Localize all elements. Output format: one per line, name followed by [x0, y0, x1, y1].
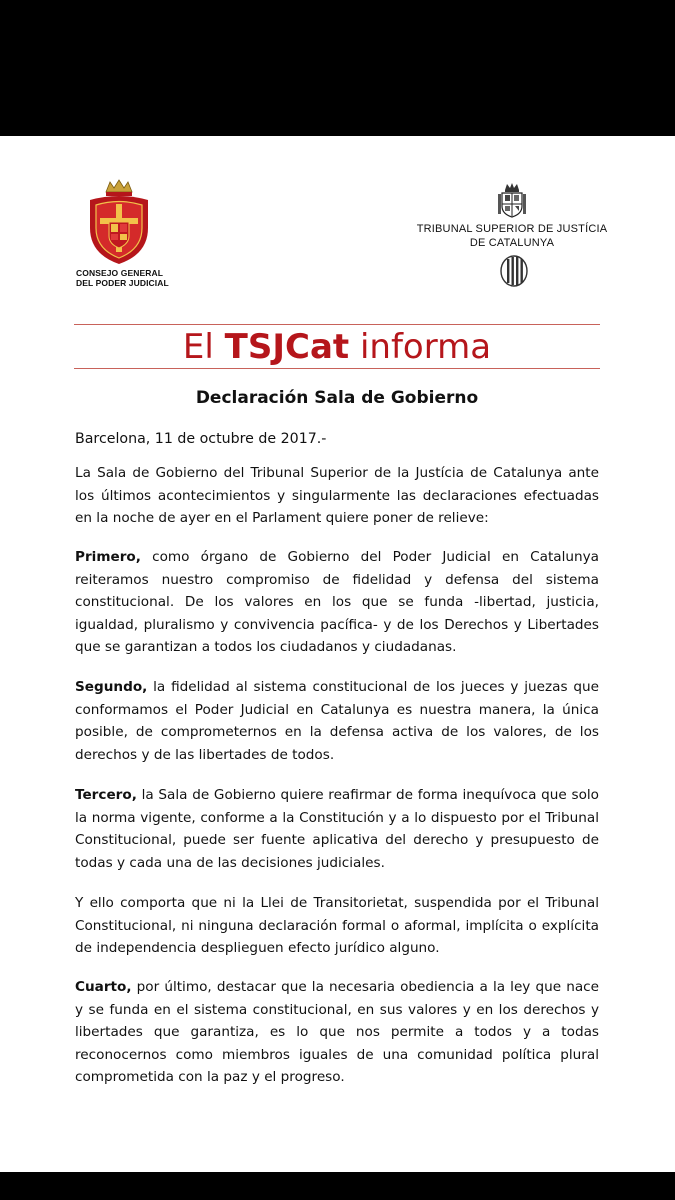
- catalan-stripes-icon: [499, 254, 529, 288]
- paragraph-intro: [75, 462, 599, 530]
- tsj-name-line2: DE CATALUNYA: [469, 237, 555, 249]
- headline-bottom-rule: [74, 368, 600, 369]
- tsj-logo-text: [405, 222, 619, 250]
- paragraph-text: la fidelidad al sistema constitucional de los jueces y juezas que conformamos el Poder Judicial en Catalunya es nuestra manera, la única posible, de comprometernos en la defensa activa de los valores, de los derechos y de las libertades de todos.: [75, 679, 599, 763]
- paragraph-lead: Primero,: [75, 549, 141, 565]
- headline-emphasis: TSJCat: [224, 327, 350, 367]
- paragraph-text: La Sala de Gobierno del Tribunal Superior de la Justícia de Catalunya ante los últimos acontecimientos y singularmente las declaraciones efectuadas en la noche de ayer en el Parlament quiere poner de relieve:: [75, 465, 599, 527]
- paragraph-lead: Cuarto,: [75, 979, 132, 995]
- paragraph-consequence: [75, 892, 599, 960]
- paragraph-tercero: [75, 784, 599, 874]
- document-page: [0, 136, 675, 1172]
- cgpj-shield-icon: [84, 178, 154, 266]
- bottom-black-bar: [0, 1172, 675, 1200]
- paragraph-segundo: [75, 676, 599, 766]
- headline-prefix: El: [182, 327, 214, 367]
- royal-crest-icon: [496, 182, 528, 218]
- tsj-name-line1: TRIBUNAL SUPERIOR DE JUSTÍCIA: [416, 223, 608, 235]
- paragraph-primero: [75, 546, 599, 659]
- top-black-bar: [0, 0, 675, 136]
- paragraph-text: como órgano de Gobierno del Poder Judicial en Catalunya reiteramos nuestro compromiso de fidelidad y defensa del sistema constitucional. De los valores en los que se funda -libertad, justicia, igualdad, pluralismo y convivencia pacífica- y de los Derechos y Libertades que se garantizan a todos los ciudadanos y ciudadanas.: [75, 549, 599, 656]
- paragraph-cuarto: [75, 976, 599, 1089]
- date-line: Barcelona, 11 de octubre de 2017.-: [75, 431, 327, 447]
- page-headline: [74, 326, 600, 368]
- cgpj-logo-text: CONSEJO GENERAL DEL PODER JUDICIAL: [76, 268, 169, 288]
- cgpj-logo: [72, 178, 182, 290]
- document-subtitle: Declaración Sala de Gobierno: [195, 388, 479, 408]
- paragraph-text: la Sala de Gobierno quiere reafirmar de forma inequívoca que solo la norma vigente, conforme a la Constitución y a lo dispuesto por el Tribunal Constitucional, puede ser fuente aplicativa del derecho y presupuesto de todas y cada una de las decisiones judiciales.: [75, 787, 599, 871]
- paragraph-text: Y ello comporta que ni la Llei de Transitorietat, suspendida por el Tribunal Constitucional, ni ninguna declaración formal o aformal, implícita o explícita de independencia desplieguen efecto jurídico alguno.: [75, 895, 599, 957]
- paragraph-lead: Tercero,: [75, 787, 137, 803]
- headline-top-rule: [74, 324, 600, 325]
- paragraph-lead: Segundo,: [75, 679, 148, 695]
- paragraph-text: por último, destacar que la necesaria obediencia a la ley que nace y se funda en el sistema constitucional, en sus valores y en los derechos y libertades que garantiza, es lo que nos permite a todos y a todas reconocernos como miembros iguales de una comunidad política plural comprometida con la paz y el progreso.: [75, 979, 599, 1086]
- headline-suffix: informa: [359, 327, 492, 367]
- tsj-logo: [405, 182, 625, 290]
